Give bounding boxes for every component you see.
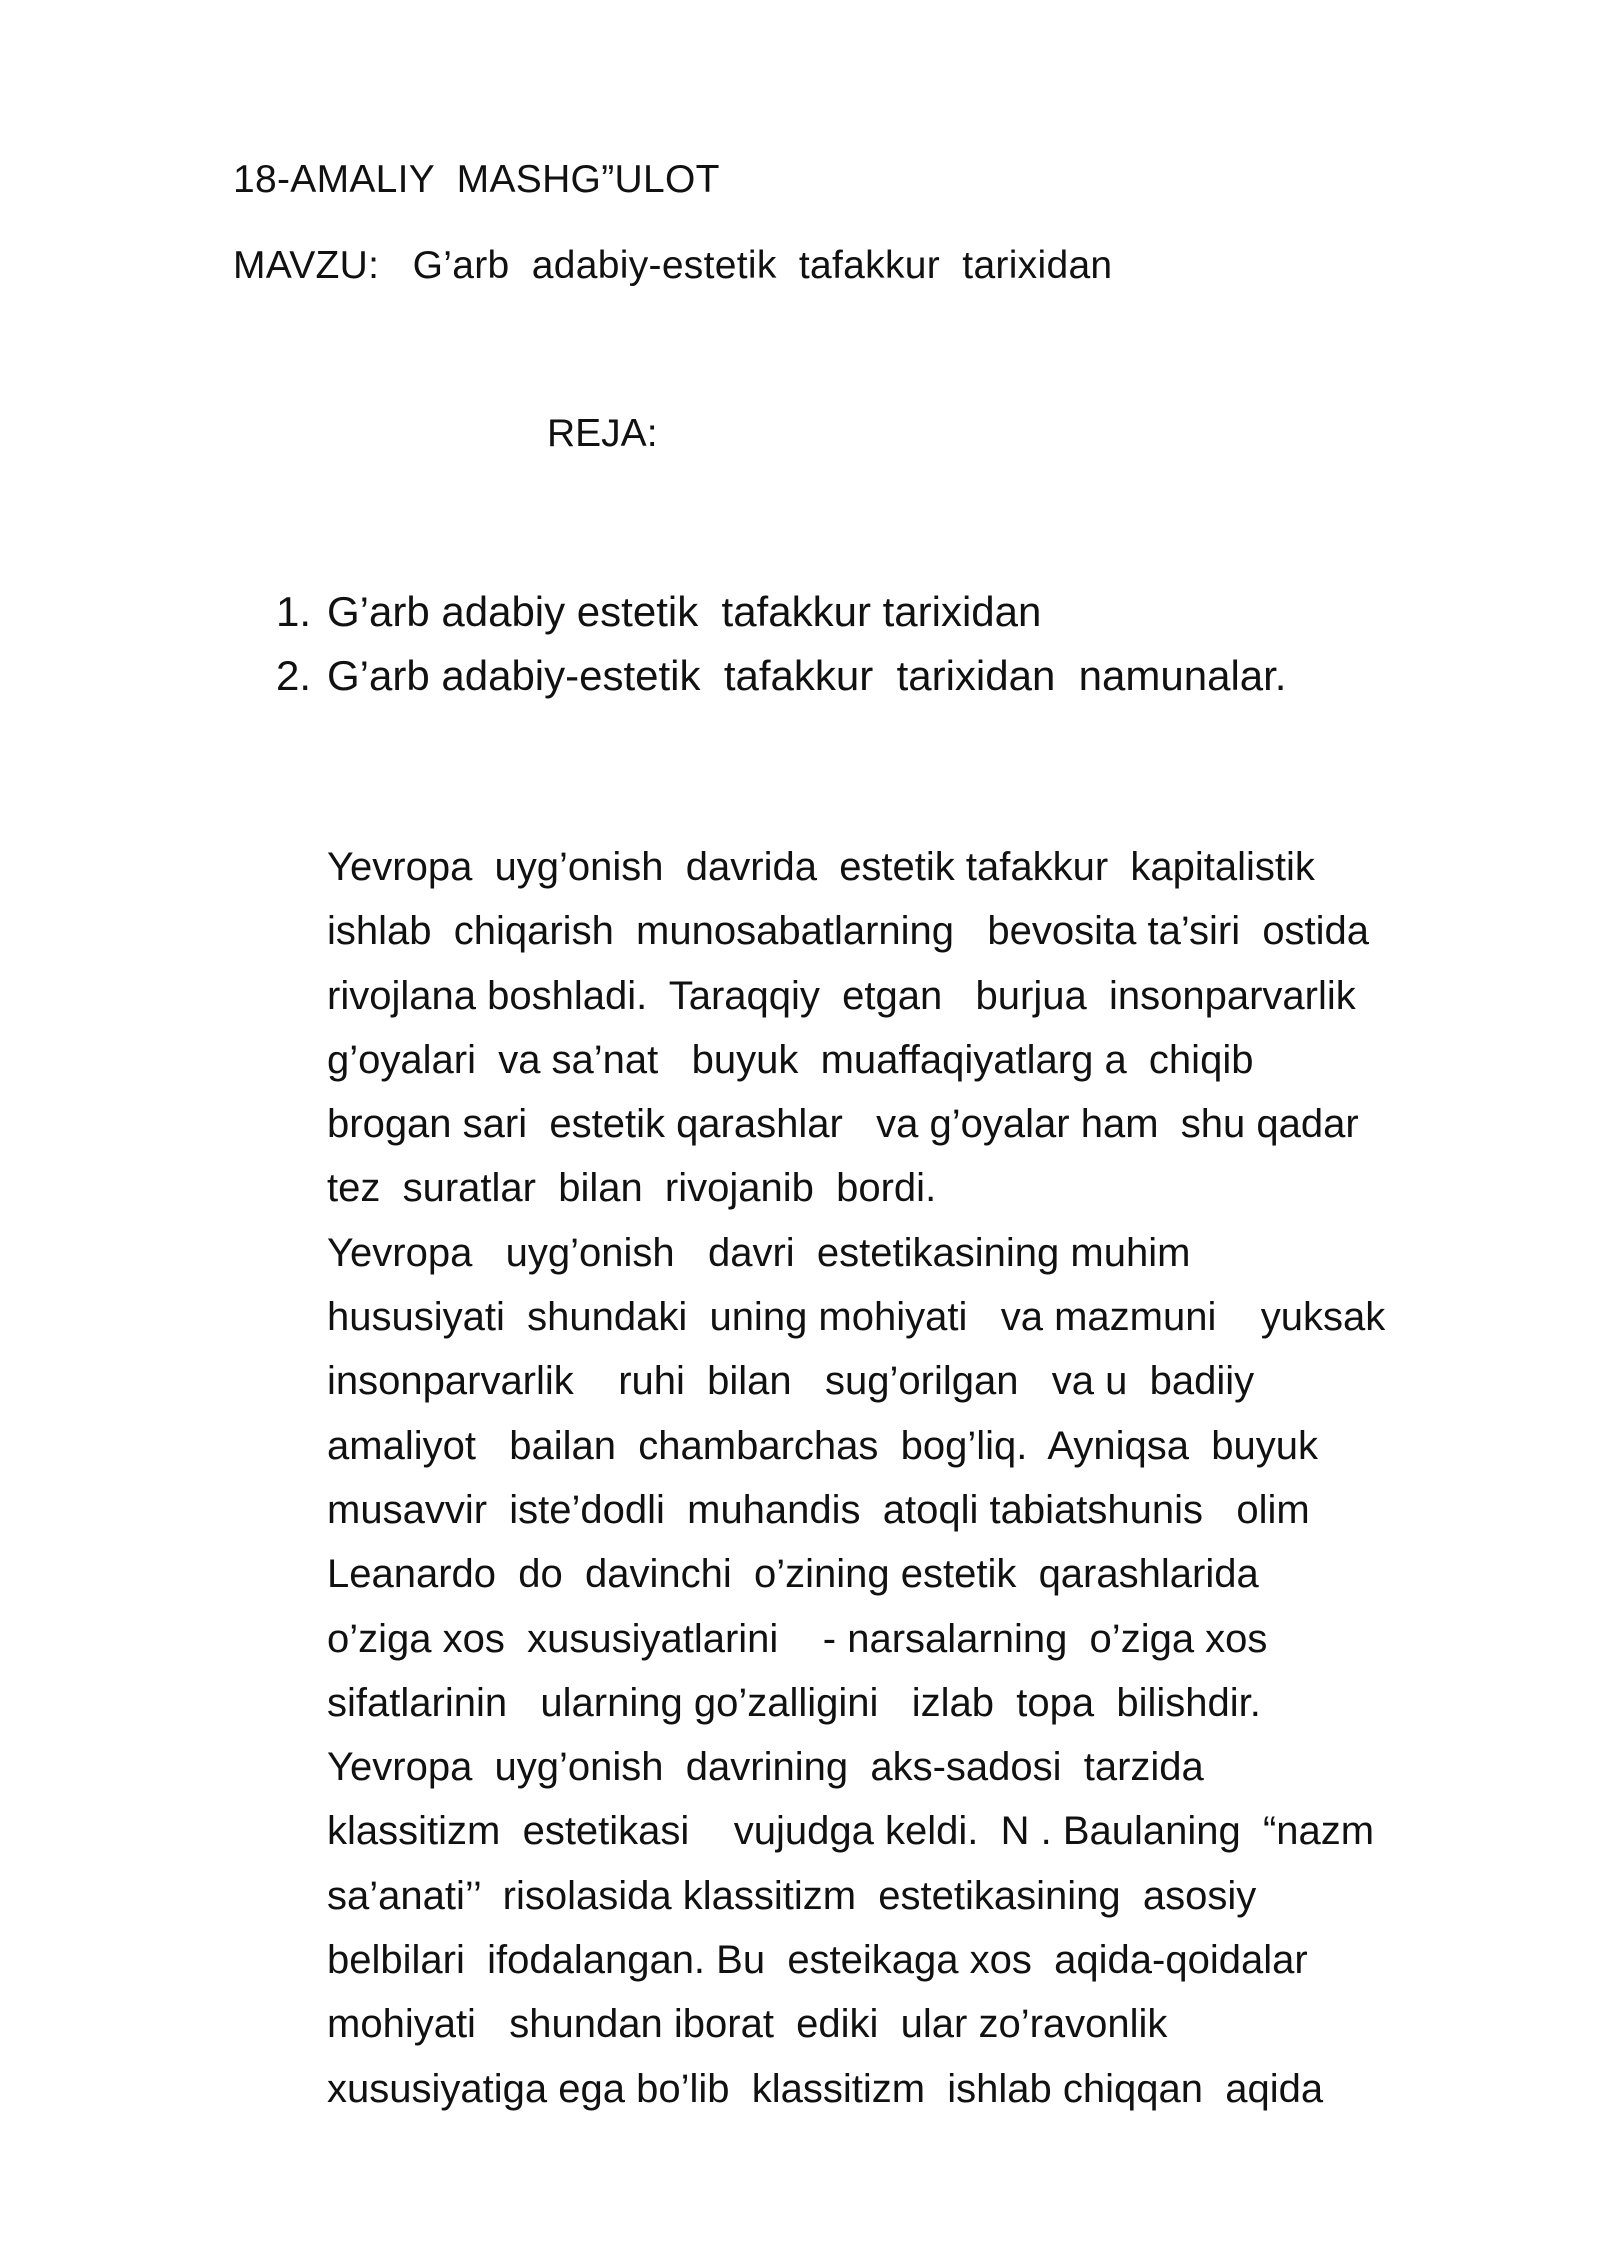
body-line: brogan sari estetik qarashlar va g’oyalar ham shu qadar xyxy=(327,1102,1359,1147)
body-line: ishlab chiqarish munosabatlarning bevosita ta’siri ostida xyxy=(327,909,1370,954)
topic-line xyxy=(233,244,1112,288)
body-line: klassitizm estetikasi vujudga keldi. N . Baulaning “nazm xyxy=(327,1809,1375,1854)
body-line: rivojlana boshladi. Taraqqiy etgan burjua insonparvarlik xyxy=(327,973,1356,1018)
body-line: insonparvarlik ruhi bilan sug’orilgan va u badiiy xyxy=(327,1359,1255,1404)
body-line: sifatlarinin ularning go’zalligini izlab topa bilishdir. xyxy=(327,1680,1261,1725)
plan-item-number: 1. xyxy=(276,588,312,635)
body-line: Yevropa uyg’onish davri estetikasining muhim xyxy=(327,1230,1191,1275)
body-text xyxy=(327,835,1567,2121)
plan-list xyxy=(276,580,1286,708)
body-line: mohiyati shundan iborat ediki ular zo’ravonlik xyxy=(327,2002,1168,2047)
plan-item xyxy=(276,644,1286,708)
body-line: amaliyot bailan chambarchas bog’liq. Ayniqsa buyuk xyxy=(327,1423,1318,1468)
plan-item xyxy=(276,580,1286,644)
body-line: Yevropa uyg’onish davrining aks-sadosi tarzida xyxy=(327,1745,1204,1790)
body-line: Yevropa uyg’onish davrida estetik tafakkur kapitalistik xyxy=(327,845,1315,889)
body-line: hususiyati shundaki uning mohiyati va mazmuni yuksak xyxy=(327,1295,1386,1340)
plan-heading: REJA: xyxy=(547,412,658,455)
body-line: xususiyatiga ega bo’lib klassitizm ishlab chiqqan aqida xyxy=(327,2066,1324,2111)
body-line: Leanardo do davinchi o’zining estetik qarashlarida xyxy=(327,1552,1259,1597)
topic-label: MAVZU: xyxy=(233,244,380,287)
body-line: belbilari ifodalangan. Bu esteikaga xos aqida-qoidalar xyxy=(327,1938,1308,1983)
topic-text: G’arb adabiy-estetik tafakkur tarixidan xyxy=(412,244,1113,287)
body-line: o’ziga xos xususiyatlarini - narsalarning o’ziga xos xyxy=(327,1616,1268,1661)
plan-item-text: G’arb adabiy estetik tafakkur tarixidan xyxy=(327,588,1042,635)
plan-item-number: 2. xyxy=(276,652,312,699)
body-line: musavvir iste’dodli muhandis atoqli tabiatshunis olim xyxy=(327,1487,1310,1532)
body-line: tez suratlar bilan rivojanib bordi. xyxy=(327,1166,937,1211)
body-line: g’oyalari va sa’nat buyuk muaffaqiyatlarg a chiqib xyxy=(327,1037,1254,1082)
plan-item-text: G’arb adabiy-estetik tafakkur tarixidan namunalar. xyxy=(327,652,1287,699)
page-title: 18-AMALIY MASHG”ULOT xyxy=(233,158,720,201)
body-line: sa’anati’’ risolasida klassitizm estetikasining asosiy xyxy=(327,1873,1257,1918)
